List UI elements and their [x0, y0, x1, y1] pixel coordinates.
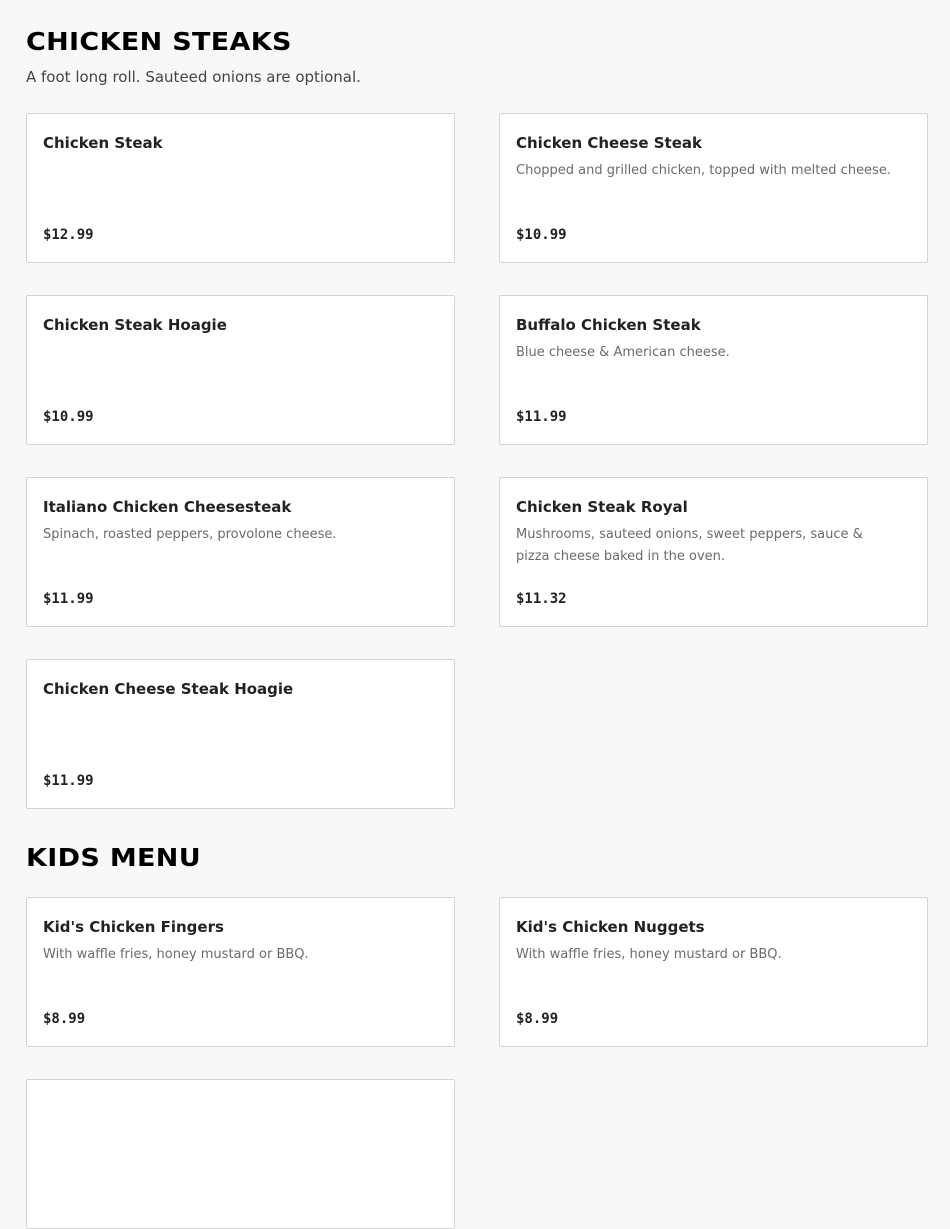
item-name: Italiano Chicken Cheesesteak	[43, 498, 292, 516]
section-subtitle: A foot long roll. Sauteed onions are optional.	[26, 68, 361, 86]
menu-item-card[interactable]	[26, 295, 455, 445]
menu-item-card[interactable]	[499, 477, 928, 627]
item-description: Chopped and grilled chicken, topped with melted cheese.	[516, 163, 891, 178]
item-description: Spinach, roasted peppers, provolone cheese.	[43, 527, 337, 542]
item-description: Blue cheese & American cheese.	[516, 345, 730, 360]
item-name: Kid's Chicken Fingers	[43, 918, 224, 936]
item-name: Chicken Steak Hoagie	[43, 316, 227, 334]
item-name: Chicken Cheese Steak	[516, 134, 702, 152]
item-price: $8.99	[43, 1011, 86, 1027]
menu-item-card[interactable]	[26, 113, 455, 263]
item-price: $11.32	[516, 591, 567, 607]
menu-item-card-partial[interactable]	[26, 1079, 455, 1229]
section-title-chicken-steaks: CHICKEN STEAKS	[26, 27, 292, 56]
item-price: $10.99	[43, 409, 94, 425]
item-description: With waffle fries, honey mustard or BBQ.	[43, 947, 309, 962]
section-title-kids-menu: KIDS MENU	[26, 843, 201, 872]
item-price: $12.99	[43, 227, 94, 243]
item-name: Kid's Chicken Nuggets	[516, 918, 705, 936]
menu-item-card[interactable]	[26, 659, 455, 809]
menu-item-card[interactable]	[26, 477, 455, 627]
item-name: Chicken Steak Royal	[516, 498, 688, 516]
item-price: $10.99	[516, 227, 567, 243]
item-price: $11.99	[43, 773, 94, 789]
menu-item-card[interactable]	[499, 897, 928, 1047]
item-description: Mushrooms, sauteed onions, sweet peppers, sauce & pizza cheese baked in the oven.	[516, 527, 863, 564]
menu-item-card[interactable]	[499, 295, 928, 445]
item-name: Chicken Steak	[43, 134, 163, 152]
menu-item-card[interactable]	[26, 897, 455, 1047]
item-description: With waffle fries, honey mustard or BBQ.	[516, 947, 782, 962]
item-price: $11.99	[516, 409, 567, 425]
item-name: Chicken Cheese Steak Hoagie	[43, 680, 294, 698]
item-price: $8.99	[516, 1011, 559, 1027]
menu-item-card[interactable]	[499, 113, 928, 263]
item-name: Buffalo Chicken Steak	[516, 316, 701, 334]
item-price: $11.99	[43, 591, 94, 607]
